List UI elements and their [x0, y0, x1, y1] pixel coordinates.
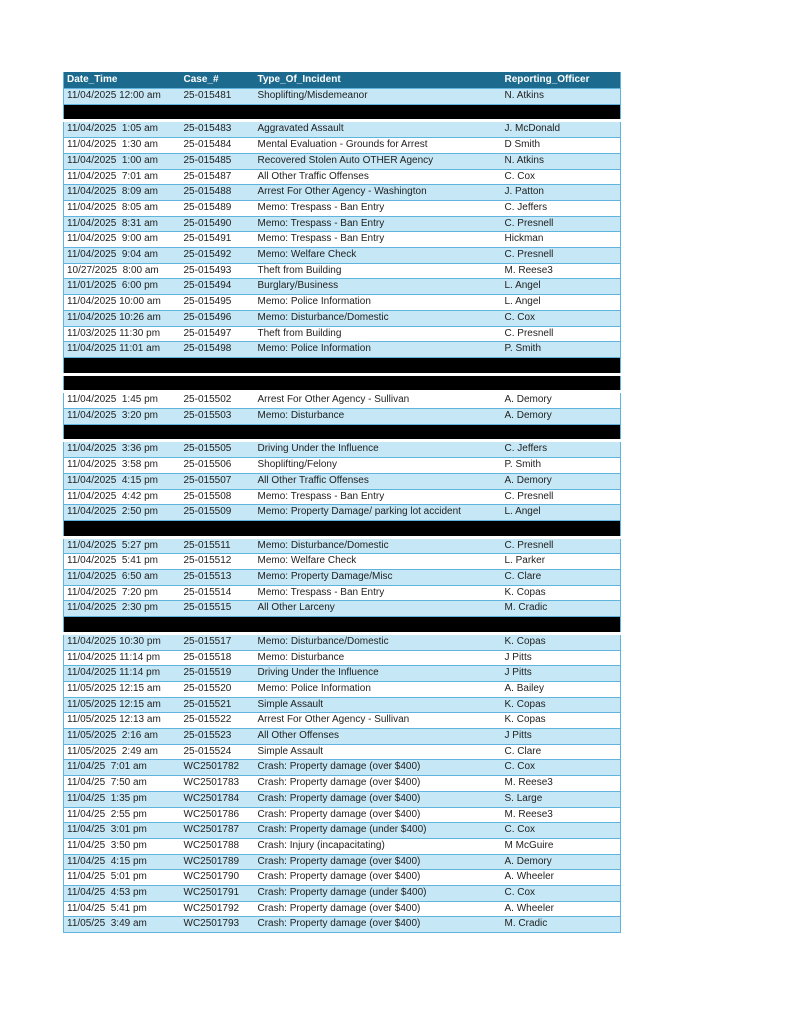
cell-type-of-incident: Crash: Property damage (over $400): [255, 760, 502, 776]
cell-date-time: 11/04/2025 5:41 pm: [64, 554, 181, 570]
cell-reporting-officer: M. Reese3: [502, 263, 621, 279]
cell-type-of-incident: Memo: Disturbance: [255, 409, 502, 425]
table-row: [64, 121, 621, 138]
column-header-date-time: Date_Time: [64, 72, 181, 89]
table-row: [64, 310, 621, 326]
cell-date-time: 11/05/2025 12:15 am: [64, 697, 181, 713]
cell-type-of-incident: Memo: Welfare Check: [255, 248, 502, 264]
cell-date-time: 11/04/2025 8:09 am: [64, 185, 181, 201]
table-row: [64, 409, 621, 425]
table-row: [64, 633, 621, 650]
cell-date-time: 11/04/2025 7:20 pm: [64, 585, 181, 601]
cell-case-number: 25-015481: [181, 89, 255, 105]
cell-type-of-incident: Mental Evaluation - Grounds for Arrest: [255, 138, 502, 154]
cell-reporting-officer: C. Cox: [502, 886, 621, 902]
cell-reporting-officer: C. Clare: [502, 744, 621, 760]
cell-date-time: 11/04/25 5:41 pm: [64, 901, 181, 917]
cell-type-of-incident: Crash: Property damage (over $400): [255, 901, 502, 917]
cell-reporting-officer: M. Cradic: [502, 601, 621, 617]
cell-date-time: 11/04/2025 12:00 am: [64, 89, 181, 105]
cell-date-time: 11/04/2025 9:04 am: [64, 248, 181, 264]
cell-date-time: 11/04/2025 10:26 am: [64, 310, 181, 326]
table-body: [64, 89, 621, 933]
cell-reporting-officer: Hickman: [502, 232, 621, 248]
table-row: [64, 458, 621, 474]
cell-reporting-officer: M. Cradic: [502, 917, 621, 933]
table-row: [64, 216, 621, 232]
cell-case-number: [181, 424, 255, 441]
cell-reporting-officer: K. Copas: [502, 697, 621, 713]
cell-reporting-officer: P. Smith: [502, 342, 621, 358]
cell-reporting-officer: J Pitts: [502, 666, 621, 682]
cell-type-of-incident: Driving Under the Influence: [255, 441, 502, 458]
cell-case-number: WC2501787: [181, 823, 255, 839]
table-row: [64, 601, 621, 617]
header-row: [64, 72, 621, 89]
cell-case-number: [181, 104, 255, 121]
table-row: [64, 901, 621, 917]
cell-date-time: 11/04/25 7:01 am: [64, 760, 181, 776]
cell-date-time: 11/04/2025 4:15 pm: [64, 473, 181, 489]
cell-date-time: 11/04/25 2:55 pm: [64, 807, 181, 823]
table-row: [64, 232, 621, 248]
cell-type-of-incident: Recovered Stolen Auto OTHER Agency: [255, 153, 502, 169]
cell-type-of-incident: Memo: Trespass - Ban Entry: [255, 216, 502, 232]
cell-reporting-officer: A. Demory: [502, 392, 621, 409]
cell-reporting-officer: L. Angel: [502, 295, 621, 311]
cell-date-time: 11/04/2025 2:50 pm: [64, 505, 181, 521]
cell-reporting-officer: K. Copas: [502, 633, 621, 650]
cell-case-number: WC2501793: [181, 917, 255, 933]
cell-date-time: 11/05/2025 12:15 am: [64, 681, 181, 697]
cell-date-time: 11/04/2025 3:58 pm: [64, 458, 181, 474]
table-row: [64, 870, 621, 886]
cell-case-number: 25-015517: [181, 633, 255, 650]
table-row: [64, 760, 621, 776]
cell-type-of-incident: Memo: Trespass - Ban Entry: [255, 200, 502, 216]
redacted-row: [64, 104, 621, 121]
redacted-row: [64, 617, 621, 634]
table-row: [64, 776, 621, 792]
table-row: [64, 537, 621, 554]
cell-case-number: 25-015488: [181, 185, 255, 201]
cell-reporting-officer: C. Jeffers: [502, 200, 621, 216]
table-row: [64, 473, 621, 489]
cell-type-of-incident: Memo: Disturbance/Domestic: [255, 633, 502, 650]
table-row: [64, 342, 621, 358]
cell-type-of-incident: Shoplifting/Felony: [255, 458, 502, 474]
table-row: [64, 791, 621, 807]
cell-date-time: 11/04/2025 1:30 am: [64, 138, 181, 154]
cell-date-time: [64, 520, 181, 537]
cell-type-of-incident: Aggravated Assault: [255, 121, 502, 138]
redacted-row: [64, 520, 621, 537]
cell-case-number: WC2501791: [181, 886, 255, 902]
table-row: [64, 326, 621, 342]
cell-reporting-officer: M. Reese3: [502, 776, 621, 792]
cell-date-time: 11/04/2025 11:14 pm: [64, 650, 181, 666]
cell-type-of-incident: Memo: Trespass - Ban Entry: [255, 585, 502, 601]
cell-type-of-incident: Crash: Property damage (over $400): [255, 870, 502, 886]
cell-reporting-officer: [502, 357, 621, 374]
cell-type-of-incident: [255, 617, 502, 634]
table-row: [64, 263, 621, 279]
cell-date-time: 11/05/2025 2:49 am: [64, 744, 181, 760]
cell-case-number: 25-015491: [181, 232, 255, 248]
cell-type-of-incident: Memo: Disturbance: [255, 650, 502, 666]
cell-date-time: 11/01/2025 6:00 pm: [64, 279, 181, 295]
cell-date-time: 11/04/2025 3:36 pm: [64, 441, 181, 458]
cell-case-number: 25-015484: [181, 138, 255, 154]
cell-type-of-incident: Simple Assault: [255, 744, 502, 760]
cell-type-of-incident: Memo: Police Information: [255, 681, 502, 697]
cell-date-time: 11/05/2025 2:16 am: [64, 729, 181, 745]
cell-date-time: [64, 357, 181, 374]
cell-type-of-incident: All Other Offenses: [255, 729, 502, 745]
table-row: [64, 295, 621, 311]
cell-type-of-incident: Simple Assault: [255, 697, 502, 713]
cell-reporting-officer: C. Presnell: [502, 489, 621, 505]
cell-reporting-officer: C. Cox: [502, 823, 621, 839]
cell-case-number: 25-015512: [181, 554, 255, 570]
cell-date-time: 11/04/2025 1:00 am: [64, 153, 181, 169]
cell-reporting-officer: L. Angel: [502, 279, 621, 295]
incident-log-table: [63, 72, 621, 933]
cell-date-time: 11/05/25 3:49 am: [64, 917, 181, 933]
cell-date-time: [64, 374, 181, 392]
cell-case-number: 25-015496: [181, 310, 255, 326]
column-header-type-of-incident: Type_Of_Incident: [255, 72, 502, 89]
cell-case-number: [181, 520, 255, 537]
cell-case-number: 25-015506: [181, 458, 255, 474]
table-row: [64, 441, 621, 458]
table-row: [64, 807, 621, 823]
cell-date-time: 11/04/2025 11:01 am: [64, 342, 181, 358]
cell-reporting-officer: C. Clare: [502, 570, 621, 586]
cell-case-number: WC2501786: [181, 807, 255, 823]
cell-case-number: [181, 617, 255, 634]
cell-reporting-officer: A. Wheeler: [502, 870, 621, 886]
cell-case-number: 25-015511: [181, 537, 255, 554]
cell-reporting-officer: N. Atkins: [502, 153, 621, 169]
cell-type-of-incident: [255, 104, 502, 121]
cell-type-of-incident: All Other Traffic Offenses: [255, 169, 502, 185]
cell-type-of-incident: Arrest For Other Agency - Washington: [255, 185, 502, 201]
cell-type-of-incident: Memo: Trespass - Ban Entry: [255, 489, 502, 505]
cell-reporting-officer: A. Demory: [502, 854, 621, 870]
redacted-row: [64, 374, 621, 392]
cell-reporting-officer: C. Jeffers: [502, 441, 621, 458]
table-row: [64, 392, 621, 409]
cell-date-time: 11/04/2025 8:05 am: [64, 200, 181, 216]
cell-date-time: 11/04/2025 1:05 am: [64, 121, 181, 138]
cell-reporting-officer: A. Bailey: [502, 681, 621, 697]
cell-reporting-officer: C. Presnell: [502, 248, 621, 264]
cell-date-time: 11/04/2025 10:30 pm: [64, 633, 181, 650]
cell-reporting-officer: A. Wheeler: [502, 901, 621, 917]
cell-type-of-incident: Memo: Property Damage/ parking lot accident: [255, 505, 502, 521]
cell-reporting-officer: S. Large: [502, 791, 621, 807]
cell-reporting-officer: K. Copas: [502, 585, 621, 601]
cell-case-number: 25-015513: [181, 570, 255, 586]
cell-reporting-officer: C. Cox: [502, 310, 621, 326]
table-row: [64, 854, 621, 870]
cell-type-of-incident: Memo: Welfare Check: [255, 554, 502, 570]
cell-case-number: WC2501784: [181, 791, 255, 807]
table-row: [64, 681, 621, 697]
cell-type-of-incident: Crash: Injury (incapacitating): [255, 838, 502, 854]
cell-case-number: 25-015490: [181, 216, 255, 232]
cell-case-number: 25-015494: [181, 279, 255, 295]
cell-reporting-officer: A. Demory: [502, 409, 621, 425]
cell-date-time: 11/04/2025 11:14 pm: [64, 666, 181, 682]
cell-date-time: 11/04/2025 6:50 am: [64, 570, 181, 586]
cell-type-of-incident: Arrest For Other Agency - Sullivan: [255, 392, 502, 409]
cell-case-number: 25-015508: [181, 489, 255, 505]
table-row: [64, 89, 621, 105]
cell-type-of-incident: Crash: Property damage (over $400): [255, 917, 502, 933]
cell-reporting-officer: L. Parker: [502, 554, 621, 570]
cell-date-time: 11/03/2025 11:30 pm: [64, 326, 181, 342]
cell-reporting-officer: C. Presnell: [502, 216, 621, 232]
redacted-row: [64, 357, 621, 374]
cell-case-number: 25-015507: [181, 473, 255, 489]
cell-date-time: 11/04/2025 10:00 am: [64, 295, 181, 311]
table-row: [64, 505, 621, 521]
cell-case-number: WC2501790: [181, 870, 255, 886]
cell-case-number: WC2501783: [181, 776, 255, 792]
table-row: [64, 729, 621, 745]
cell-type-of-incident: [255, 357, 502, 374]
cell-case-number: 25-015518: [181, 650, 255, 666]
cell-date-time: 11/04/2025 2:30 pm: [64, 601, 181, 617]
cell-reporting-officer: D Smith: [502, 138, 621, 154]
cell-date-time: 11/04/25 1:35 pm: [64, 791, 181, 807]
cell-type-of-incident: Shoplifting/Misdemeanor: [255, 89, 502, 105]
cell-date-time: 11/04/2025 1:45 pm: [64, 392, 181, 409]
cell-date-time: 11/04/2025 3:20 pm: [64, 409, 181, 425]
table-row: [64, 169, 621, 185]
column-header-reporting-officer: Reporting_Officer: [502, 72, 621, 89]
cell-reporting-officer: J Pitts: [502, 650, 621, 666]
cell-date-time: 11/04/25 3:01 pm: [64, 823, 181, 839]
cell-type-of-incident: [255, 424, 502, 441]
cell-case-number: 25-015485: [181, 153, 255, 169]
cell-case-number: 25-015509: [181, 505, 255, 521]
cell-case-number: 25-015495: [181, 295, 255, 311]
cell-type-of-incident: Memo: Disturbance/Domestic: [255, 310, 502, 326]
table-row: [64, 554, 621, 570]
cell-reporting-officer: C. Cox: [502, 169, 621, 185]
cell-type-of-incident: Memo: Police Information: [255, 342, 502, 358]
cell-reporting-officer: [502, 104, 621, 121]
cell-type-of-incident: Crash: Property damage (under $400): [255, 886, 502, 902]
table-row: [64, 917, 621, 933]
table-row: [64, 138, 621, 154]
cell-reporting-officer: P. Smith: [502, 458, 621, 474]
cell-reporting-officer: A. Demory: [502, 473, 621, 489]
cell-date-time: 11/04/2025 4:42 pm: [64, 489, 181, 505]
cell-type-of-incident: Memo: Property Damage/Misc: [255, 570, 502, 586]
cell-date-time: 11/05/2025 12:13 am: [64, 713, 181, 729]
table-row: [64, 489, 621, 505]
cell-reporting-officer: C. Presnell: [502, 537, 621, 554]
cell-case-number: 25-015520: [181, 681, 255, 697]
cell-case-number: 25-015498: [181, 342, 255, 358]
cell-case-number: 25-015489: [181, 200, 255, 216]
cell-reporting-officer: J. Patton: [502, 185, 621, 201]
cell-case-number: [181, 374, 255, 392]
cell-case-number: 25-015502: [181, 392, 255, 409]
cell-type-of-incident: Theft from Building: [255, 263, 502, 279]
table-row: [64, 279, 621, 295]
table-row: [64, 248, 621, 264]
cell-type-of-incident: Crash: Property damage (under $400): [255, 823, 502, 839]
cell-case-number: 25-015503: [181, 409, 255, 425]
cell-reporting-officer: [502, 424, 621, 441]
cell-reporting-officer: N. Atkins: [502, 89, 621, 105]
table-row: [64, 713, 621, 729]
table-row: [64, 823, 621, 839]
table-row: [64, 744, 621, 760]
redacted-row: [64, 424, 621, 441]
cell-case-number: [181, 357, 255, 374]
cell-type-of-incident: Theft from Building: [255, 326, 502, 342]
cell-date-time: 11/04/25 7:50 am: [64, 776, 181, 792]
cell-type-of-incident: Crash: Property damage (over $400): [255, 807, 502, 823]
cell-case-number: 25-015483: [181, 121, 255, 138]
cell-case-number: 25-015515: [181, 601, 255, 617]
cell-case-number: WC2501789: [181, 854, 255, 870]
cell-reporting-officer: J. McDonald: [502, 121, 621, 138]
cell-date-time: 11/04/2025 7:01 am: [64, 169, 181, 185]
table-row: [64, 650, 621, 666]
cell-date-time: 11/04/2025 8:31 am: [64, 216, 181, 232]
cell-date-time: [64, 424, 181, 441]
cell-case-number: 25-015524: [181, 744, 255, 760]
table-row: [64, 585, 621, 601]
cell-reporting-officer: [502, 374, 621, 392]
cell-case-number: 25-015493: [181, 263, 255, 279]
cell-case-number: 25-015519: [181, 666, 255, 682]
table-row: [64, 570, 621, 586]
cell-case-number: 25-015514: [181, 585, 255, 601]
cell-type-of-incident: Driving Under the Influence: [255, 666, 502, 682]
cell-type-of-incident: [255, 520, 502, 537]
cell-reporting-officer: C. Presnell: [502, 326, 621, 342]
cell-case-number: 25-015487: [181, 169, 255, 185]
table-row: [64, 200, 621, 216]
cell-reporting-officer: M McGuire: [502, 838, 621, 854]
cell-type-of-incident: Crash: Property damage (over $400): [255, 791, 502, 807]
cell-case-number: 25-015492: [181, 248, 255, 264]
table-row: [64, 697, 621, 713]
cell-case-number: 25-015522: [181, 713, 255, 729]
cell-date-time: 11/04/2025 9:00 am: [64, 232, 181, 248]
cell-type-of-incident: Memo: Disturbance/Domestic: [255, 537, 502, 554]
table-row: [64, 886, 621, 902]
cell-reporting-officer: [502, 520, 621, 537]
cell-case-number: 25-015521: [181, 697, 255, 713]
table-row: [64, 185, 621, 201]
cell-case-number: 25-015523: [181, 729, 255, 745]
cell-case-number: 25-015505: [181, 441, 255, 458]
cell-date-time: 11/04/25 3:50 pm: [64, 838, 181, 854]
cell-type-of-incident: All Other Larceny: [255, 601, 502, 617]
cell-date-time: [64, 617, 181, 634]
table-row: [64, 153, 621, 169]
cell-reporting-officer: K. Copas: [502, 713, 621, 729]
cell-reporting-officer: J Pitts: [502, 729, 621, 745]
cell-reporting-officer: [502, 617, 621, 634]
cell-date-time: 11/04/25 5:01 pm: [64, 870, 181, 886]
cell-reporting-officer: M. Reese3: [502, 807, 621, 823]
cell-reporting-officer: L. Angel: [502, 505, 621, 521]
cell-type-of-incident: Crash: Property damage (over $400): [255, 776, 502, 792]
cell-date-time: 11/04/25 4:53 pm: [64, 886, 181, 902]
cell-type-of-incident: Memo: Trespass - Ban Entry: [255, 232, 502, 248]
cell-case-number: WC2501792: [181, 901, 255, 917]
cell-date-time: 11/04/25 4:15 pm: [64, 854, 181, 870]
cell-type-of-incident: [255, 374, 502, 392]
cell-type-of-incident: Arrest For Other Agency - Sullivan: [255, 713, 502, 729]
cell-date-time: 11/04/2025 5:27 pm: [64, 537, 181, 554]
cell-type-of-incident: All Other Traffic Offenses: [255, 473, 502, 489]
cell-date-time: [64, 104, 181, 121]
cell-case-number: WC2501788: [181, 838, 255, 854]
cell-type-of-incident: Crash: Property damage (over $400): [255, 854, 502, 870]
cell-reporting-officer: C. Cox: [502, 760, 621, 776]
cell-case-number: 25-015497: [181, 326, 255, 342]
table-row: [64, 666, 621, 682]
cell-case-number: WC2501782: [181, 760, 255, 776]
cell-type-of-incident: Burglary/Business: [255, 279, 502, 295]
cell-type-of-incident: Memo: Police Information: [255, 295, 502, 311]
table-row: [64, 838, 621, 854]
column-header-case-number: Case_#: [181, 72, 255, 89]
cell-date-time: 10/27/2025 8:00 am: [64, 263, 181, 279]
